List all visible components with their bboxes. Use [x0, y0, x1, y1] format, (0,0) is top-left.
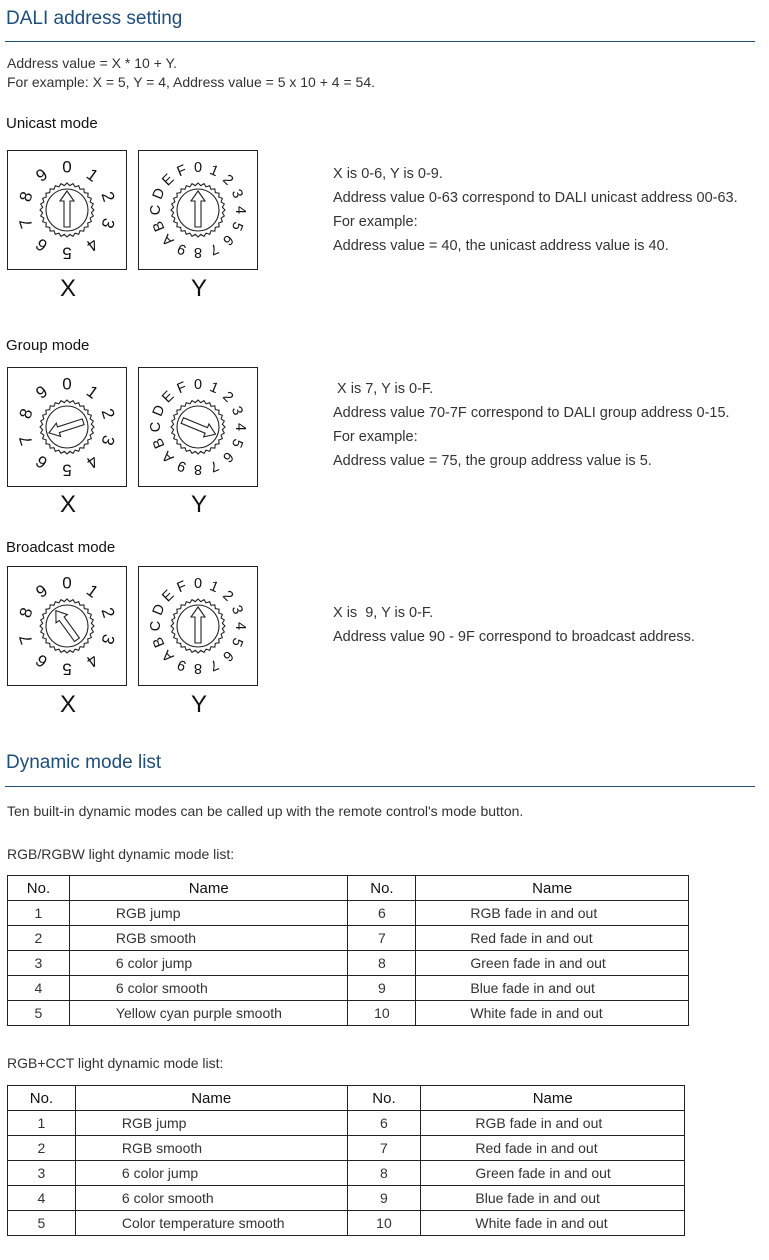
dial-label: 8 [15, 406, 37, 422]
dial-label: C [148, 620, 164, 632]
dial-label: 6 [219, 647, 237, 665]
mode-name: White fade in and out [416, 1001, 689, 1026]
dial-label: E [159, 171, 178, 190]
mode-number: 6 [347, 1111, 421, 1136]
unicast-y-caption: Y [190, 275, 207, 302]
dynamic-intro: Ten built-in dynamic modes can be called up with the remote control's mode button. [7, 803, 524, 819]
dial-label: 3 [227, 603, 246, 617]
table-row [8, 1111, 685, 1136]
mode-number: 7 [348, 926, 416, 951]
group-line: Address value 70-7F correspond to DALI group address 0-15. [333, 405, 730, 421]
x-rotary-dial-icon [8, 567, 126, 685]
dial-label: 9 [32, 381, 52, 403]
unicast-line: Address value 0-63 correspond to DALI unicast address 00-63. [333, 190, 738, 206]
mode-name: RGB jump [75, 1111, 347, 1136]
group-line: Address value = 75, the group address value is 5. [333, 453, 652, 469]
mode-name: Yellow cyan purple smooth [69, 1001, 348, 1026]
broadcast-description [333, 601, 695, 649]
dali-title: DALI address setting [6, 8, 183, 29]
header-no: No. [8, 1086, 76, 1111]
dial-label: D [149, 403, 169, 419]
dial-label: 4 [232, 422, 248, 432]
mode-name: 6 color jump [69, 951, 348, 976]
mode-number: 2 [8, 1136, 76, 1161]
dial-label: B [149, 435, 169, 451]
unicast-mode-label: Unicast mode [6, 115, 98, 132]
mode-name: RGB fade in and out [421, 1111, 685, 1136]
table-header-row [8, 1086, 685, 1111]
y-rotary-dial-icon [139, 368, 257, 486]
broadcast-line: Address value 90 - 9F correspond to broadcast address. [333, 629, 695, 645]
dial-label: E [159, 587, 178, 606]
dial-label: 0 [193, 160, 203, 176]
dial-label: 8 [193, 461, 203, 477]
dial-label: 2 [219, 587, 237, 605]
dial-label: 1 [207, 162, 221, 181]
mode-number: 2 [8, 926, 70, 951]
broadcast-y-rotary-switch [138, 566, 258, 686]
rgbw-mode-table [7, 875, 689, 1026]
broadcast-mode-label: Broadcast mode [6, 539, 116, 556]
dial-label: 5 [62, 659, 72, 679]
unicast-x-caption: X [59, 275, 76, 302]
dial-label: 9 [32, 580, 52, 602]
dial-label: 0 [62, 374, 72, 394]
group-x-rotary-switch [7, 367, 127, 487]
formula-line-1: Address value = X * 10 + Y. [7, 55, 177, 71]
dial-label: 4 [232, 205, 248, 215]
dial-label: 8 [193, 660, 203, 676]
dial-label: F [174, 578, 190, 597]
group-description [333, 377, 730, 473]
y-rotary-dial-icon [139, 151, 257, 269]
header-name: Name [421, 1086, 685, 1111]
dial-label: F [174, 379, 190, 398]
broadcast-x-caption: X [59, 691, 76, 718]
table-row [8, 1001, 689, 1026]
dial-label: 9 [32, 164, 52, 186]
table-row [8, 926, 689, 951]
unicast-x-rotary-switch [7, 150, 127, 270]
mode-number: 3 [8, 1161, 76, 1186]
header-no: No. [348, 876, 416, 901]
mode-number: 4 [8, 1186, 76, 1211]
header-no: No. [8, 876, 70, 901]
dial-label: 3 [227, 404, 246, 418]
mode-number: 5 [8, 1211, 76, 1236]
dial-label: A [159, 646, 178, 665]
mode-number: 1 [8, 901, 70, 926]
dial-label: A [159, 230, 178, 249]
mode-name: Color temperature smooth [75, 1211, 347, 1236]
mode-number: 10 [347, 1211, 421, 1236]
mode-number: 1 [8, 1111, 76, 1136]
dial-label: 2 [219, 388, 237, 406]
mode-name: Red fade in and out [421, 1136, 685, 1161]
dial-label: 7 [15, 432, 37, 448]
dial-label: 9 [175, 239, 189, 258]
table-row [8, 1211, 685, 1236]
dial-label: 6 [32, 451, 52, 473]
dial-label: 5 [227, 635, 246, 649]
dial-label: 7 [207, 456, 221, 475]
dial-label: 3 [227, 187, 246, 201]
x-rotary-dial-icon [8, 151, 126, 269]
unicast-y-rotary-switch [138, 150, 258, 270]
dynamic-title: Dynamic mode list [6, 752, 162, 773]
dial-label: 1 [207, 379, 221, 398]
dial-label: F [174, 162, 190, 181]
dial-label: 7 [15, 631, 37, 647]
dial-label: 4 [82, 451, 102, 473]
dial-label: 6 [219, 231, 237, 249]
mode-name: RGB smooth [69, 926, 348, 951]
dial-label: 1 [207, 578, 221, 597]
broadcast-line: X is 9, Y is 0-F. [333, 605, 434, 621]
dial-label: C [148, 204, 164, 216]
dial-label: 0 [193, 576, 203, 592]
dial-label: 5 [227, 219, 246, 233]
dial-label: 4 [82, 650, 102, 672]
dial-label: 3 [97, 432, 119, 448]
dial-label: 2 [97, 605, 119, 621]
mode-number: 10 [348, 1001, 416, 1026]
rgbcct-mode-table [7, 1085, 685, 1236]
dial-label: 8 [15, 605, 37, 621]
table-row [8, 1136, 685, 1161]
dial-label: 5 [62, 460, 72, 480]
dial-label: 6 [219, 448, 237, 466]
y-rotary-dial-icon [139, 567, 257, 685]
mode-name: RGB smooth [75, 1136, 347, 1161]
dial-label: 1 [82, 580, 102, 602]
dial-label: B [149, 218, 169, 234]
dial-label: 8 [15, 189, 37, 205]
mode-name: 6 color smooth [69, 976, 348, 1001]
dial-label: 4 [82, 234, 102, 256]
mode-name: RGB fade in and out [416, 901, 689, 926]
mode-name: Green fade in and out [416, 951, 689, 976]
mode-number: 6 [348, 901, 416, 926]
formula-line-2: For example: X = 5, Y = 4, Address value = 5 x 10 + 4 = 54. [7, 74, 375, 90]
mode-name: Blue fade in and out [421, 1186, 685, 1211]
broadcast-x-rotary-switch [7, 566, 127, 686]
dial-label: 2 [219, 171, 237, 189]
rgbw-list-label: RGB/RGBW light dynamic mode list: [7, 846, 235, 862]
dial-label: 7 [207, 239, 221, 258]
mode-number: 9 [347, 1186, 421, 1211]
dial-label: 2 [97, 406, 119, 422]
dial-label: 9 [175, 456, 189, 475]
dial-label: 7 [207, 655, 221, 674]
dial-label: C [148, 421, 164, 433]
dynamic-title-rule [5, 786, 755, 787]
table-row [8, 1161, 685, 1186]
dial-label: E [159, 388, 178, 407]
dial-label: 1 [82, 381, 102, 403]
header-name: Name [75, 1086, 347, 1111]
mode-number: 9 [348, 976, 416, 1001]
group-line: For example: [333, 429, 418, 445]
dial-label: 5 [62, 243, 72, 263]
dial-label: 3 [97, 215, 119, 231]
table-row [8, 1186, 685, 1211]
dial-label: 0 [193, 377, 203, 393]
dial-label: 8 [193, 244, 203, 260]
mode-number: 7 [347, 1136, 421, 1161]
table-row [8, 951, 689, 976]
mode-name: RGB jump [69, 901, 348, 926]
group-y-rotary-switch [138, 367, 258, 487]
dial-label: 3 [97, 631, 119, 647]
unicast-line: X is 0-6, Y is 0-9. [333, 166, 443, 182]
header-name: Name [69, 876, 348, 901]
dial-label: D [149, 186, 169, 202]
dial-label: 6 [32, 234, 52, 256]
dial-label: A [159, 447, 178, 466]
dial-label: 0 [62, 157, 72, 177]
unicast-description [333, 162, 738, 258]
group-x-caption: X [59, 491, 76, 518]
header-name: Name [416, 876, 689, 901]
group-y-caption: Y [190, 491, 207, 518]
header-no: No. [347, 1086, 421, 1111]
mode-name: 6 color smooth [75, 1186, 347, 1211]
x-rotary-dial-icon [8, 368, 126, 486]
dial-label: 7 [15, 215, 37, 231]
mode-number: 8 [348, 951, 416, 976]
dial-label: 0 [62, 573, 72, 593]
dali-title-rule [5, 41, 755, 42]
group-mode-label: Group mode [6, 337, 90, 354]
table-row [8, 976, 689, 1001]
mode-number: 8 [347, 1161, 421, 1186]
unicast-line: Address value = 40, the unicast address value is 40. [333, 238, 669, 254]
mode-number: 4 [8, 976, 70, 1001]
broadcast-y-caption: Y [190, 691, 207, 718]
dial-label: 2 [97, 189, 119, 205]
mode-name: Red fade in and out [416, 926, 689, 951]
mode-number: 3 [8, 951, 70, 976]
mode-name: 6 color jump [75, 1161, 347, 1186]
dial-label: B [149, 634, 169, 650]
dial-label: 9 [175, 655, 189, 674]
mode-name: Green fade in and out [421, 1161, 685, 1186]
dial-label: D [149, 602, 169, 618]
group-line: X is 7, Y is 0-F. [333, 381, 434, 397]
rgbcct-list-label: RGB+CCT light dynamic mode list: [7, 1055, 224, 1071]
dial-label: 1 [82, 164, 102, 186]
mode-number: 5 [8, 1001, 70, 1026]
dial-label: 5 [227, 436, 246, 450]
table-header-row [8, 876, 689, 901]
unicast-line: For example: [333, 214, 418, 230]
dial-label: 4 [232, 621, 248, 631]
mode-name: Blue fade in and out [416, 976, 689, 1001]
dial-label: 6 [32, 650, 52, 672]
mode-name: White fade in and out [421, 1211, 685, 1236]
table-row [8, 901, 689, 926]
